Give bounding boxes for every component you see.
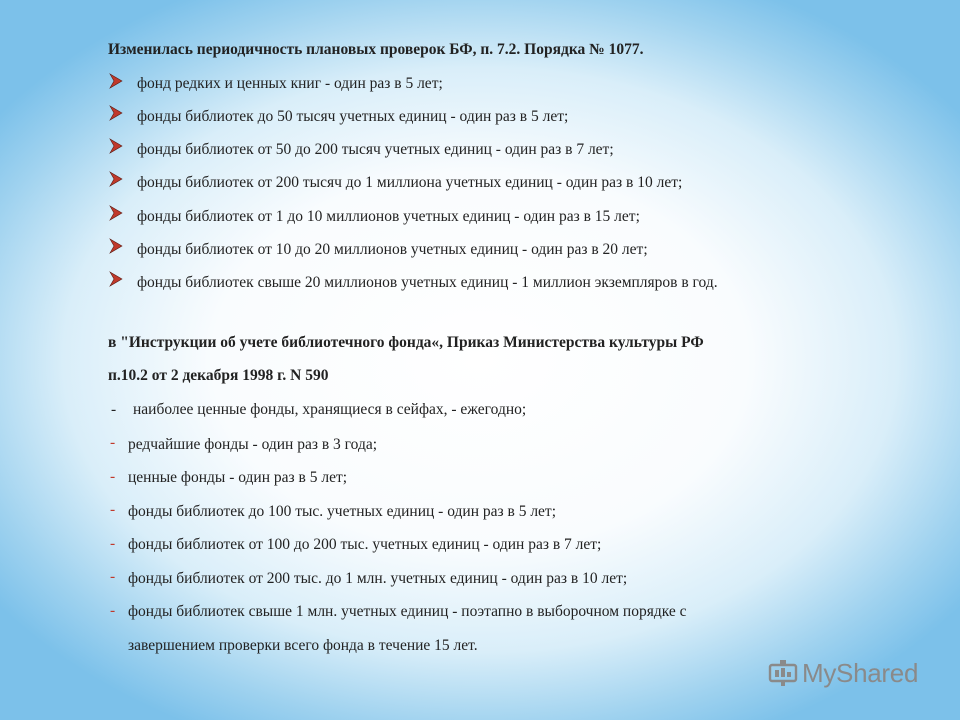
arrow-bullet-icon: [108, 104, 124, 122]
section2-heading-line2: п.10.2 от 2 декабря 1998 г. N 590: [108, 367, 329, 384]
list-item-text: фонды библиотек от 1 до 10 миллионов учетных единиц - один раз в 15 лет;: [137, 208, 640, 225]
list-item-text: редчайшие фонды - один раз в 3 года;: [128, 436, 378, 453]
presentation-board-icon: [768, 659, 798, 687]
list-item-text: фонды библиотек от 200 тыс. до 1 млн. учетных единиц - один раз в 10 лет;: [128, 570, 628, 587]
list-item-continuation: завершением проверки всего фонда в течение 15 лет.: [128, 637, 478, 654]
dash-bullet-icon: -: [110, 468, 116, 485]
watermark-brand: MyShared: [802, 657, 919, 688]
arrow-bullet-icon: [108, 204, 124, 222]
list-item-text: наиболее ценные фонды, хранящиеся в сейфах, - ежегодно;: [133, 401, 527, 418]
arrow-bullet-icon: [108, 72, 124, 90]
list-item-text: фонды библиотек до 50 тысяч учетных единиц - один раз в 5 лет;: [137, 108, 569, 125]
list-item-text: ценные фонды - один раз в 5 лет;: [128, 469, 348, 486]
list-item-text: фонды библиотек от 200 тысяч до 1 миллиона учетных единиц - один раз в 10 лет;: [137, 174, 683, 191]
list-item-text: фонды библиотек от 100 до 200 тыс. учетных единиц - один раз в 7 лет;: [128, 536, 602, 553]
dash-bullet-icon: -: [110, 535, 116, 552]
list-item-text: фонды библиотек от 10 до 20 миллионов учетных единиц - один раз в 20 лет;: [137, 241, 648, 258]
list-item-text: фонды библиотек до 100 тыс. учетных единиц - один раз в 5 лет;: [128, 503, 557, 520]
list-item-text: фонды библиотек свыше 20 миллионов учетных единиц - 1 миллион экземпляров в год.: [137, 274, 718, 291]
arrow-bullet-icon: [108, 270, 124, 288]
section1-heading: Изменилась периодичность плановых проверок БФ, п. 7.2. Порядка № 1077.: [108, 41, 644, 58]
dash-bullet-icon: -: [111, 401, 117, 418]
dash-bullet-icon: -: [110, 434, 116, 451]
list-item-text: фонд редких и ценных книг - один раз в 5 лет;: [137, 75, 443, 92]
section2-heading-line1: в "Инструкции об учете библиотечного фонда«, Приказ Министерства культуры РФ: [108, 334, 704, 351]
arrow-bullet-icon: [108, 237, 124, 255]
list-item-text: фонды библиотек свыше 1 млн. учетных единиц - поэтапно в выборочном порядке с: [128, 603, 687, 620]
arrow-bullet-icon: [108, 137, 124, 155]
dash-bullet-icon: -: [110, 501, 116, 518]
dash-bullet-icon: -: [110, 602, 116, 619]
arrow-bullet-icon: [108, 170, 124, 188]
watermark-logo: [768, 658, 918, 688]
list-item-text: фонды библиотек от 50 до 200 тысяч учетных единиц - один раз в 7 лет;: [137, 141, 614, 158]
dash-bullet-icon: -: [110, 568, 116, 585]
